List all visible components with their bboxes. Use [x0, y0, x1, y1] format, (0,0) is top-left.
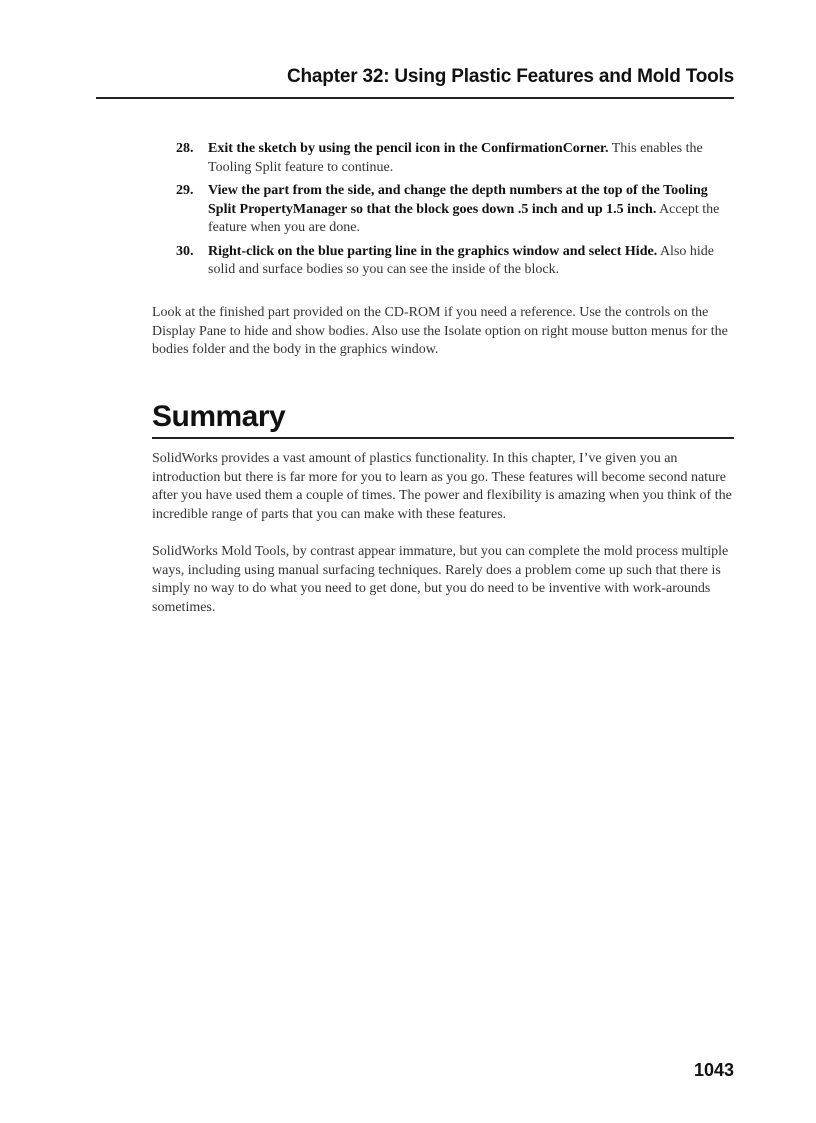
step-number: 30. [176, 243, 194, 259]
step-detail: Also hide solid and surface bodies so you can see the inside of the block. [208, 243, 714, 277]
header-rule [96, 97, 734, 99]
step-number: 29. [176, 183, 194, 198]
step-number: 28. [176, 141, 194, 156]
step-list [152, 140, 734, 285]
summary-paragraph-1: SolidWorks provides a vast amount of plastics functionality. In this chapter, I’ve given you an introduction but there is far more for you to learn as you go. These features will become second nature after you have used them a couple of times. The power and flexibility is amazing when you think of the incredible range of parts that you can make with these features. [152, 451, 732, 522]
section-heading-summary: Summary [152, 400, 286, 433]
step-instruction: Right-click on the blue parting line in the graphics window and select Hide. [208, 243, 658, 259]
section-heading-rule [152, 437, 734, 439]
step-detail: This enables the Tooling Split feature to continue. [208, 141, 703, 175]
step-item [152, 140, 734, 177]
step-item [152, 243, 734, 280]
step-detail: Accept the feature when you are done. [208, 201, 720, 235]
step-instruction: View the part from the side, and change the depth numbers at the top of the Tooling Split PropertyManager so that the block goes down .5 inch and up 1.5 inch. [208, 183, 708, 217]
step-instruction: Exit the sketch by using the pencil icon in the ConfirmationCorner. [208, 141, 609, 156]
reference-paragraph: Look at the finished part provided on the CD-ROM if you need a reference. Use the controls on the Display Pane to hide and show bodies. Also use the Isolate option on right mouse button menus for the bodies folder and the body in the graphics window. [152, 305, 728, 357]
page-number: 1043 [693, 1060, 734, 1080]
step-item [152, 182, 734, 238]
running-header-title: Chapter 32: Using Plastic Features and Mold Tools [287, 66, 734, 87]
summary-paragraph-2: SolidWorks Mold Tools, by contrast appear immature, but you can complete the mold process multiple ways, including using manual surfacing techniques. Rarely does a problem come up such that there is simply no way to do what you need to get done, but you do need to be inventive with work-arounds sometimes. [152, 544, 729, 615]
